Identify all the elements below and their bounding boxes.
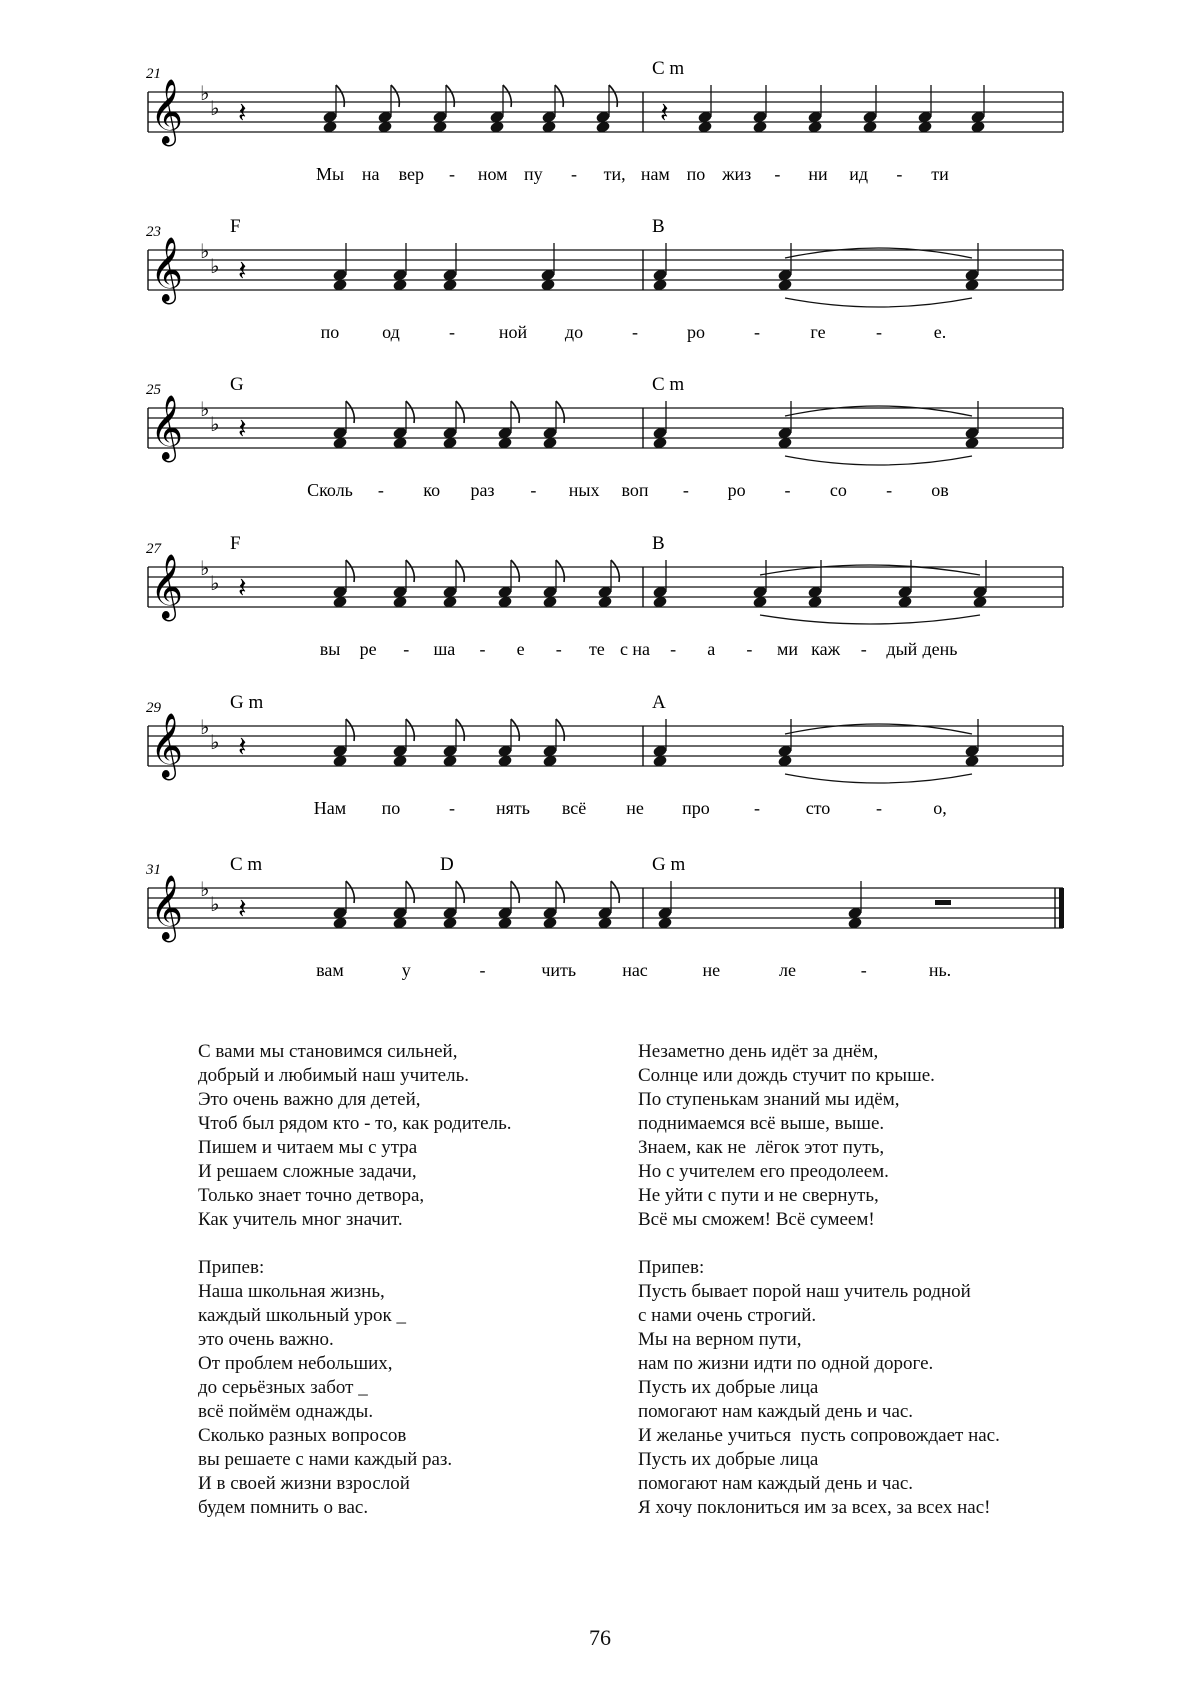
lyric-syllable: о,: [933, 798, 947, 818]
note-flag: [609, 85, 617, 107]
measure-number: 27: [146, 541, 161, 557]
lyric-syllable: на: [361, 164, 380, 184]
chord-symbol: C m: [230, 854, 263, 875]
lyric-hyphen: -: [754, 798, 760, 818]
lyric-hyphen: -: [377, 480, 384, 500]
note-flag: [511, 719, 519, 741]
lyric-hyphen: -: [632, 322, 638, 342]
note-flag: [511, 881, 519, 903]
measure-number: 29: [146, 700, 161, 716]
staff-system: [146, 692, 1063, 818]
treble-clef-icon: 𝄞: [150, 237, 184, 302]
note-flag: [611, 881, 619, 903]
lyric-syllable: ле: [779, 960, 796, 980]
verse-line: И решаем сложные задачи,: [198, 1161, 417, 1182]
lyric-syllable: со: [829, 480, 847, 500]
final-barline: [1059, 888, 1064, 928]
note-flag: [406, 401, 414, 423]
treble-clef-icon: 𝄞: [150, 713, 184, 778]
lyric-syllable: ти: [931, 164, 949, 184]
note-flag: [611, 560, 619, 582]
lyric-syllable: вер: [398, 164, 425, 184]
flat-icon: ♭: [210, 571, 220, 595]
staff-system: [146, 58, 1063, 184]
verse-line: Мы на верном пути,: [638, 1329, 802, 1350]
flat-icon: ♭: [200, 715, 210, 739]
verse-line: Незаметно день идёт за днём,: [638, 1041, 879, 1062]
note-flag: [346, 719, 354, 741]
note-flag: [556, 560, 564, 582]
verse-line: с нами очень строгий.: [638, 1305, 817, 1326]
verse-line: помогают нам каждый день и час.: [638, 1473, 914, 1494]
verse-line: С вами мы становимся сильней,: [198, 1041, 458, 1062]
lyric-syllable: не: [626, 798, 644, 818]
lyric-syllable: те: [588, 639, 605, 659]
note-flag: [511, 401, 519, 423]
lyric-syllable: Нам: [313, 798, 347, 818]
lyric-syllable: ми: [776, 639, 799, 659]
verse-line: Пусть бывает порой наш учитель родной: [638, 1281, 971, 1302]
quarter-rest-icon: 𝄽: [660, 96, 669, 129]
lyric-syllable: до: [564, 322, 584, 342]
flat-icon: ♭: [210, 96, 220, 120]
lyric-syllable: у: [401, 960, 411, 980]
note-flag: [556, 401, 564, 423]
lyric-syllable: дый: [886, 639, 918, 659]
lyric-hyphen: -: [784, 480, 791, 500]
verse-line: И желанье учиться пусть сопровождает нас.: [638, 1425, 1000, 1446]
lyric-hyphen: -: [860, 639, 867, 659]
quarter-rest-icon: 𝄽: [238, 571, 247, 604]
note-flag: [556, 719, 564, 741]
verse-line: вы решаете с нами каждый раз.: [198, 1449, 453, 1470]
note-flag: [456, 401, 464, 423]
verse-line: будем помнить о вас.: [198, 1497, 369, 1518]
flat-icon: ♭: [210, 254, 220, 278]
lyric-syllable: каж: [811, 639, 841, 659]
lyric-syllable: Мы: [315, 164, 345, 184]
chord-symbol: C m: [652, 58, 685, 79]
verse-line: Чтоб был рядом кто - то, как родитель.: [198, 1113, 512, 1134]
verse-line: Пишем и читаем мы с утра: [198, 1137, 418, 1158]
lyric-hyphen: -: [555, 639, 562, 659]
treble-clef-icon: 𝄞: [150, 395, 184, 460]
tie: [785, 298, 972, 307]
staff-system: [145, 854, 1064, 980]
chord-symbol: C m: [652, 374, 685, 395]
lyric-syllable: раз: [470, 480, 495, 500]
lyric-hyphen: -: [746, 639, 753, 659]
lyric-syllable: ном: [477, 164, 508, 184]
chord-symbol: D: [440, 854, 454, 875]
lyric-syllable: чить: [541, 960, 577, 980]
lyric-syllable: жиз: [722, 164, 752, 184]
stanza-gap: [198, 1232, 512, 1256]
note-flag: [346, 560, 354, 582]
lyric-syllable: с на: [619, 639, 651, 659]
note-flag: [391, 85, 399, 107]
lyric-syllable: вы: [319, 639, 341, 659]
lyric-syllable: сто: [805, 798, 831, 818]
quarter-rest-icon: 𝄽: [238, 96, 247, 129]
lyric-hyphen: -: [449, 798, 455, 818]
note-flag: [456, 719, 464, 741]
lyric-syllable: ша: [433, 639, 456, 659]
verse-line: Пусть их добрые лица: [638, 1377, 819, 1398]
lyric-hyphen: -: [860, 960, 867, 980]
flat-icon: ♭: [200, 397, 210, 421]
quarter-rest-icon: 𝄽: [238, 254, 247, 287]
note-flag: [456, 881, 464, 903]
flat-icon: ♭: [200, 239, 210, 263]
note-flag: [406, 881, 414, 903]
lyric-syllable: ге: [810, 322, 826, 342]
flat-icon: ♭: [200, 81, 210, 105]
verse-line: Но с учителем его преодолеем.: [638, 1161, 889, 1182]
lyric-syllable: ной: [498, 322, 528, 342]
verse-line: всё поймём однажды.: [198, 1401, 374, 1422]
lyric-hyphen: -: [479, 639, 486, 659]
verse-line: Сколько разных вопросов: [198, 1425, 407, 1446]
note-flag: [456, 560, 464, 582]
chord-symbol: A: [652, 692, 666, 713]
verse-line: Я хочу поклониться им за всех, за всех нас!: [638, 1497, 991, 1518]
verse-right-column: [638, 1040, 1000, 1520]
verse-line: это очень важно.: [198, 1329, 334, 1350]
lyric-hyphen: -: [682, 480, 689, 500]
measure-number: 25: [146, 382, 161, 398]
measure-number: 23: [146, 224, 161, 240]
verse-line: От проблем небольших,: [198, 1353, 393, 1374]
lyric-syllable: нас: [622, 960, 648, 980]
tie: [785, 774, 972, 783]
chord-symbol: B: [652, 216, 665, 237]
note-flag: [346, 401, 354, 423]
lyric-hyphen: -: [774, 164, 781, 184]
note-flag: [446, 85, 454, 107]
treble-clef-icon: 𝄞: [150, 79, 184, 144]
note-flag: [503, 85, 511, 107]
note-flag: [346, 881, 354, 903]
lyric-syllable: ре: [359, 639, 377, 659]
verse-line: каждый школьный урок _: [198, 1305, 406, 1326]
flat-icon: ♭: [200, 556, 210, 580]
verse-line: добрый и любимый наш учитель.: [198, 1065, 469, 1086]
lyric-hyphen: -: [571, 164, 577, 184]
note-flag: [555, 85, 563, 107]
lyric-syllable: нь.: [928, 960, 952, 980]
lyric-syllable: по: [320, 322, 340, 342]
lyric-syllable: ид: [849, 164, 869, 184]
verse-line: нам по жизни идти по одной дороге.: [638, 1353, 934, 1374]
chord-symbol: G m: [652, 854, 686, 875]
note-flag: [406, 719, 414, 741]
staff-system: [146, 216, 1063, 342]
lyric-hyphen: -: [876, 322, 882, 342]
stanza-gap: [638, 1232, 1000, 1256]
lyric-hyphen: -: [886, 480, 893, 500]
verse-line: Солнце или дождь стучит по крыше.: [638, 1065, 935, 1086]
lyric-syllable: день: [922, 639, 958, 659]
note-flag: [336, 85, 344, 107]
tie: [785, 456, 972, 465]
lyric-syllable: ов: [931, 480, 949, 500]
lyric-syllable: ни: [808, 164, 828, 184]
flat-icon: ♭: [210, 412, 220, 436]
verse-line: По ступенькам знаний мы идём,: [638, 1089, 900, 1110]
quarter-rest-icon: 𝄽: [238, 892, 247, 925]
verse-line: Пусть их добрые лица: [638, 1449, 819, 1470]
lyric-syllable: ных: [568, 480, 600, 500]
note-flag: [406, 560, 414, 582]
verse-line: Это очень важно для детей,: [198, 1089, 421, 1110]
lyric-hyphen: -: [530, 480, 537, 500]
verse-line: Наша школьная жизнь,: [198, 1281, 385, 1302]
measure-number: 31: [146, 862, 161, 878]
treble-clef-icon: 𝄞: [150, 554, 184, 619]
chord-symbol: F: [230, 533, 241, 554]
verse-line: поднимаемся всё выше, выше.: [638, 1113, 885, 1134]
lyric-syllable: про: [682, 798, 710, 818]
lyric-hyphen: -: [876, 798, 882, 818]
lyric-syllable: Сколь: [307, 480, 353, 500]
lyric-syllable: е.: [933, 322, 947, 342]
lyric-hyphen: -: [670, 639, 677, 659]
lyric-syllable: ро: [687, 322, 705, 342]
lyric-hyphen: -: [479, 960, 486, 980]
lyric-syllable: нять: [496, 798, 530, 818]
lyric-syllable: вам: [316, 960, 344, 980]
verse-line: Знаем, как не лёгок этот путь,: [638, 1137, 885, 1158]
verse-line: помогают нам каждый день и час.: [638, 1401, 914, 1422]
flat-icon: ♭: [210, 730, 220, 754]
treble-clef-icon: 𝄞: [150, 875, 184, 940]
lyric-hyphen: -: [754, 322, 760, 342]
lyric-syllable: пу: [524, 164, 543, 184]
note-flag: [556, 881, 564, 903]
lyric-syllable: од: [382, 322, 400, 342]
staff-system: [146, 374, 1063, 500]
quarter-rest-icon: 𝄽: [238, 412, 247, 445]
lyric-hyphen: -: [449, 164, 455, 184]
verse-line: Припев:: [638, 1257, 705, 1278]
verse-line: Только знает точно детвора,: [198, 1185, 425, 1206]
lyric-syllable: ко: [423, 480, 441, 500]
lyric-syllable: воп: [621, 480, 649, 500]
measure-number: 21: [146, 66, 161, 82]
note-flag: [511, 560, 519, 582]
flat-icon: ♭: [210, 892, 220, 916]
verse-line: Не уйти с пути и не свернуть,: [638, 1185, 879, 1206]
staff-system: [146, 533, 1063, 659]
lyric-syllable: е: [516, 639, 525, 659]
tie: [760, 615, 980, 624]
lyric-syllable: нам: [640, 164, 670, 184]
chord-symbol: B: [652, 533, 665, 554]
flat-icon: ♭: [200, 877, 210, 901]
lyric-syllable: по: [686, 164, 706, 184]
chord-symbol: G: [230, 374, 244, 395]
verse-line: Припев:: [198, 1257, 265, 1278]
rest: [935, 900, 951, 905]
page-number: 76: [589, 1625, 611, 1650]
lyric-hyphen: -: [449, 322, 455, 342]
lyric-hyphen: -: [403, 639, 410, 659]
lyric-syllable: по: [381, 798, 401, 818]
verse-line: Всё мы сможем! Всё сумеем!: [638, 1209, 875, 1230]
quarter-rest-icon: 𝄽: [238, 730, 247, 763]
lyric-syllable: всё: [561, 798, 587, 818]
verse-line: И в своей жизни взрослой: [198, 1473, 410, 1494]
chord-symbol: G m: [230, 692, 264, 713]
lyric-syllable: ти,: [603, 164, 626, 184]
lyric-syllable: не: [702, 960, 721, 980]
lyric-syllable: ро: [727, 480, 746, 500]
chord-symbol: F: [230, 216, 241, 237]
verse-line: Как учитель мног значит.: [198, 1209, 403, 1230]
verse-line: до серьёзных забот _: [198, 1377, 368, 1398]
lyric-hyphen: -: [896, 164, 903, 184]
lyric-syllable: а: [707, 639, 716, 659]
verse-left-column: [198, 1040, 512, 1520]
